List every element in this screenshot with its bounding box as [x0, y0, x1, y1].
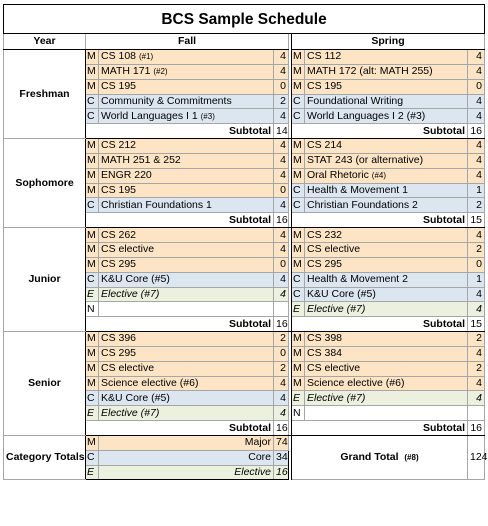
- spring-type: E: [292, 391, 305, 406]
- fall-credits: 4: [274, 198, 289, 213]
- course-name: CS 295: [307, 258, 343, 271]
- spring-credits: 2: [468, 242, 485, 257]
- fall-type: M: [86, 168, 99, 183]
- spring-type: M: [292, 64, 305, 79]
- spring-subtotal-value: 16: [468, 421, 485, 436]
- course-name: CS elective: [307, 362, 361, 375]
- fall-course: [99, 302, 274, 317]
- fall-credits: 0: [274, 346, 289, 361]
- spring-type: M: [292, 139, 305, 154]
- fall-type: M: [86, 376, 99, 391]
- spring-type: M: [292, 79, 305, 94]
- fall-credits: 4: [274, 406, 289, 421]
- spring-credits: 1: [468, 272, 485, 287]
- grand-total-value: 124: [468, 435, 485, 480]
- header-year: Year: [4, 34, 86, 50]
- spring-type: M: [292, 361, 305, 376]
- fall-credits: 4: [274, 228, 289, 243]
- fall-credits: 4: [274, 139, 289, 154]
- fall-credits: 4: [274, 64, 289, 79]
- spring-course: [305, 242, 468, 257]
- year-label-sophomore: Sophomore: [4, 139, 86, 228]
- fall-course: [99, 198, 274, 213]
- fall-type: M: [86, 346, 99, 361]
- fall-type: M: [86, 153, 99, 168]
- spring-type: M: [292, 332, 305, 347]
- spring-type: C: [292, 109, 305, 124]
- fall-type: C: [86, 94, 99, 109]
- spring-type: C: [292, 183, 305, 198]
- fall-type: C: [86, 198, 99, 213]
- spring-credits: 2: [468, 332, 485, 347]
- spring-credits: 4: [468, 346, 485, 361]
- spring-type: E: [292, 302, 305, 317]
- category-name: Elective: [99, 465, 274, 480]
- course-name: Elective (#7): [101, 287, 160, 300]
- course-name: ENGR 220: [101, 169, 152, 182]
- fall-course: [99, 153, 274, 168]
- course-name: CS 195: [101, 80, 137, 93]
- spring-subtotal-label: Subtotal: [292, 421, 468, 436]
- year-label-freshman: Freshman: [4, 50, 86, 139]
- fall-type: M: [86, 139, 99, 154]
- fall-course: [99, 79, 274, 94]
- course-name: CS 212: [101, 139, 137, 152]
- course-name: MATH 172 (alt: MATH 255): [307, 65, 433, 78]
- footnote-ref: (#8): [404, 453, 419, 463]
- course-name: CS elective: [101, 243, 155, 256]
- fall-credits: 4: [274, 287, 289, 302]
- header-spring: Spring: [292, 34, 485, 50]
- fall-course: [99, 361, 274, 376]
- spring-course: [305, 257, 468, 272]
- fall-type: C: [86, 109, 99, 124]
- fall-subtotal-value: 14: [274, 124, 289, 139]
- course-name: CS 112: [307, 50, 342, 63]
- schedule-row: [4, 332, 485, 347]
- spring-type: M: [292, 346, 305, 361]
- fall-type: M: [86, 332, 99, 347]
- fall-type: C: [86, 272, 99, 287]
- spring-credits: 0: [468, 257, 485, 272]
- fall-credits: 0: [274, 257, 289, 272]
- course-name: CS 295: [101, 258, 137, 271]
- spring-course: [305, 346, 468, 361]
- course-name: CS 396: [101, 332, 137, 345]
- year-label-junior: Junior: [4, 228, 86, 332]
- course-name: CS 384: [307, 347, 343, 360]
- course-name: Christian Foundations 2: [307, 198, 418, 211]
- course-name: Community & Commitments: [101, 94, 232, 107]
- fall-type: M: [86, 50, 99, 65]
- fall-course: [99, 242, 274, 257]
- schedule-table: [3, 4, 488, 480]
- spring-type: N: [292, 406, 305, 421]
- fall-type: M: [86, 242, 99, 257]
- spring-credits: 0: [468, 79, 485, 94]
- spring-course: [305, 183, 468, 198]
- fall-credits: 4: [274, 153, 289, 168]
- spring-subtotal-value: 15: [468, 317, 485, 332]
- spring-credits: 4: [468, 50, 485, 65]
- fall-type: E: [86, 287, 99, 302]
- category-type: E: [86, 465, 99, 480]
- spring-type: C: [292, 272, 305, 287]
- fall-type: C: [86, 391, 99, 406]
- fall-type: M: [86, 257, 99, 272]
- spring-course: [305, 332, 468, 347]
- course-name: CS 108: [101, 50, 137, 63]
- spring-credits: [468, 406, 485, 421]
- category-totals-label: Category Totals: [4, 435, 86, 480]
- fall-credits: 2: [274, 94, 289, 109]
- fall-type: M: [86, 64, 99, 79]
- course-name: World Languages I 2 (#3): [307, 109, 426, 122]
- category-value: 74: [274, 435, 289, 450]
- course-name: Health & Movement 2: [307, 273, 408, 286]
- fall-course: [99, 228, 274, 243]
- spring-credits: 1: [468, 183, 485, 198]
- fall-course: [99, 139, 274, 154]
- spring-credits: 2: [468, 198, 485, 213]
- year-label-senior: Senior: [4, 332, 86, 436]
- spring-credits: 4: [468, 139, 485, 154]
- course-name: STAT 243 (or alternative): [307, 154, 424, 167]
- fall-credits: 4: [274, 109, 289, 124]
- schedule-row: [4, 228, 485, 243]
- course-name: K&U Core (#5): [101, 273, 170, 286]
- spring-credits: 2: [468, 361, 485, 376]
- fall-subtotal-label: Subtotal: [86, 213, 274, 228]
- course-name: K&U Core (#5): [307, 287, 376, 300]
- fall-course: [99, 109, 274, 124]
- spring-course: [305, 94, 468, 109]
- course-name: Health & Movement 1: [307, 184, 408, 197]
- course-name: CS elective: [101, 362, 155, 375]
- spring-course: [305, 168, 468, 183]
- spring-credits: 4: [468, 376, 485, 391]
- spring-course: [305, 50, 468, 65]
- category-value: 16: [274, 465, 289, 480]
- fall-type: E: [86, 406, 99, 421]
- course-name: Science elective (#6): [101, 376, 199, 389]
- course-name: MATH 171: [101, 65, 151, 78]
- spring-course: [305, 391, 468, 406]
- fall-credits: 4: [274, 272, 289, 287]
- course-name: World Languages I 1: [101, 109, 198, 122]
- spring-course: [305, 302, 468, 317]
- fall-subtotal-label: Subtotal: [86, 317, 274, 332]
- spring-course: [305, 287, 468, 302]
- fall-course: [99, 257, 274, 272]
- spring-credits: 4: [468, 391, 485, 406]
- fall-credits: 4: [274, 376, 289, 391]
- category-total-row: [4, 435, 485, 450]
- spring-course: [305, 79, 468, 94]
- category-name: Core: [99, 450, 274, 465]
- course-name: Elective (#7): [307, 391, 366, 404]
- fall-credits: 4: [274, 50, 289, 65]
- spring-course: [305, 228, 468, 243]
- fall-course: [99, 168, 274, 183]
- spring-course: [305, 64, 468, 79]
- course-name: CS 398: [307, 332, 343, 345]
- spring-subtotal-value: 16: [468, 124, 485, 139]
- spring-type: M: [292, 168, 305, 183]
- spring-subtotal-label: Subtotal: [292, 317, 468, 332]
- fall-credits: 0: [274, 79, 289, 94]
- schedule-row: [4, 50, 485, 65]
- fall-credits: 2: [274, 332, 289, 347]
- course-name: MATH 251 & 252: [101, 154, 181, 167]
- spring-type: M: [292, 242, 305, 257]
- spring-course: [305, 361, 468, 376]
- footnote-ref: (#2): [153, 67, 168, 77]
- spring-type: C: [292, 287, 305, 302]
- spring-type: C: [292, 94, 305, 109]
- fall-type: M: [86, 79, 99, 94]
- fall-subtotal-label: Subtotal: [86, 124, 274, 139]
- spring-type: M: [292, 376, 305, 391]
- fall-course: [99, 50, 274, 65]
- fall-subtotal-label: Subtotal: [86, 421, 274, 436]
- course-name: CS 262: [101, 228, 137, 241]
- fall-credits: 4: [274, 391, 289, 406]
- fall-subtotal-value: 16: [274, 317, 289, 332]
- fall-type: M: [86, 361, 99, 376]
- course-name: CS 214: [307, 139, 343, 152]
- footnote-ref: (#1): [138, 52, 154, 62]
- spring-credits: 4: [468, 94, 485, 109]
- fall-credits: 4: [274, 168, 289, 183]
- fall-course: [99, 376, 274, 391]
- course-name: Christian Foundations 1: [101, 198, 212, 211]
- grand-total-text: Grand Total: [340, 451, 399, 464]
- course-name: CS 195: [101, 184, 137, 197]
- fall-course: [99, 94, 274, 109]
- spring-course: [305, 109, 468, 124]
- course-name: CS 295: [101, 347, 137, 360]
- spring-type: M: [292, 257, 305, 272]
- spring-credits: 4: [468, 302, 485, 317]
- spring-course: [305, 153, 468, 168]
- spring-type: M: [292, 153, 305, 168]
- fall-type: M: [86, 183, 99, 198]
- fall-course: [99, 272, 274, 287]
- spring-course: [305, 139, 468, 154]
- course-name: CS 232: [307, 228, 343, 241]
- spring-subtotal-label: Subtotal: [292, 213, 468, 228]
- category-type: C: [86, 450, 99, 465]
- fall-course: [99, 391, 274, 406]
- fall-credits: 0: [274, 183, 289, 198]
- fall-type: M: [86, 228, 99, 243]
- schedule-title: BCS Sample Schedule: [4, 5, 485, 34]
- fall-course: [99, 287, 274, 302]
- category-type: M: [86, 435, 99, 450]
- course-name: Elective (#7): [101, 406, 160, 419]
- spring-credits: 4: [468, 109, 485, 124]
- spring-type: C: [292, 198, 305, 213]
- header-fall: Fall: [86, 34, 289, 50]
- spring-subtotal-label: Subtotal: [292, 124, 468, 139]
- footnote-ref: (#4): [371, 171, 387, 181]
- fall-type: N: [86, 302, 99, 317]
- course-name: Foundational Writing: [307, 94, 404, 107]
- spring-course: [305, 272, 468, 287]
- category-name: Major: [99, 435, 274, 450]
- spring-credits: 4: [468, 228, 485, 243]
- spring-type: M: [292, 228, 305, 243]
- fall-subtotal-value: 16: [274, 213, 289, 228]
- course-name: Elective (#7): [307, 302, 366, 315]
- fall-credits: 2: [274, 361, 289, 376]
- course-name: CS 195: [307, 80, 343, 93]
- fall-course: [99, 183, 274, 198]
- spring-course: [305, 376, 468, 391]
- grand-total-label: [292, 435, 468, 480]
- fall-course: [99, 332, 274, 347]
- spring-credits: 4: [468, 168, 485, 183]
- spring-course: [305, 198, 468, 213]
- course-name: CS elective: [307, 243, 361, 256]
- spring-course: [305, 406, 468, 421]
- spring-credits: 4: [468, 153, 485, 168]
- spring-type: M: [292, 50, 305, 65]
- schedule-row: [4, 139, 485, 154]
- fall-subtotal-value: 16: [274, 421, 289, 436]
- course-name: Oral Rhetoric: [307, 169, 369, 182]
- spring-subtotal-value: 15: [468, 213, 485, 228]
- footnote-ref: (#3): [200, 111, 215, 121]
- course-name: K&U Core (#5): [101, 391, 170, 404]
- spring-credits: 4: [468, 287, 485, 302]
- fall-course: [99, 64, 274, 79]
- course-name: Science elective (#6): [307, 376, 405, 389]
- category-value: 34: [274, 450, 289, 465]
- fall-course: [99, 346, 274, 361]
- fall-course: [99, 406, 274, 421]
- fall-credits: [274, 302, 289, 317]
- spring-credits: 4: [468, 64, 485, 79]
- fall-credits: 4: [274, 242, 289, 257]
